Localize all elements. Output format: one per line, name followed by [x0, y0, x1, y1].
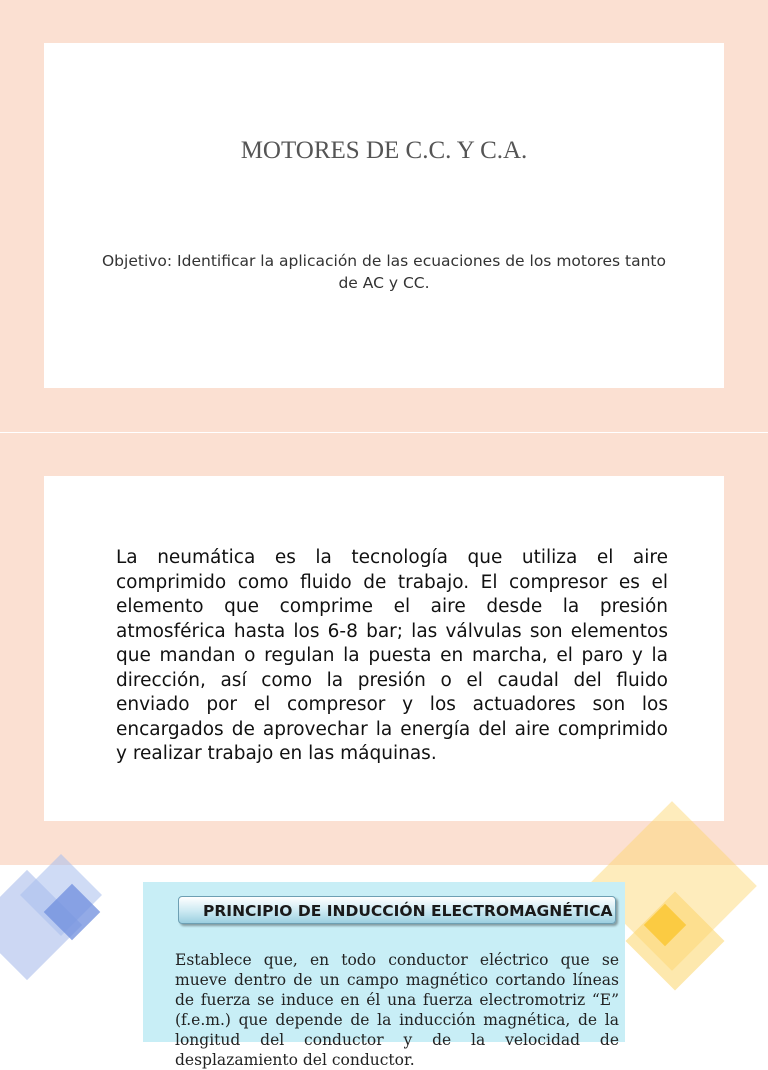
- slide-1-card: [44, 43, 724, 388]
- pneumatics-paragraph: La neumática es la tecnología que utiliza el aire comprimido como fluido de trabajo. El compresor es el elemento que comprime el aire desde la presión atmosférica hasta los 6-8 bar; las válvulas son elementos que mandan o regulan la puesta en marcha, el paro y la dirección, así como la presión o el caudal del fluido enviado por el compresor y los actuadores son los encargados de aprovechar la energía del aire comprimido y realizar trabajo en las máquinas.: [116, 547, 668, 764]
- slide-objective: Objetivo: Identificar la aplicación de las ecuaciones de los motores tanto de AC y CC.: [101, 252, 666, 292]
- slide-2-card: [44, 476, 724, 821]
- slide-3: [0, 866, 768, 1069]
- excerpt-body: Establece que, en todo conductor eléctrico que se mueve dentro de un campo magnético cortando líneas de fuerza se induce en él una fuerza electromotriz “E” (f.e.m.) que depende de la inducción magnética, de la longitud del conductor y de la velocidad de desplazamiento del conductor.: [175, 951, 619, 1069]
- section-heading-banner: PRINCIPIO DE INDUCCIÓN ELECTROMAGNÉTICA: [178, 896, 616, 924]
- slide-title: MOTORES DE C.C. Y C.A.: [240, 137, 528, 164]
- textbook-excerpt: [143, 882, 625, 1069]
- slide-1: [0, 0, 768, 432]
- slide-2: [0, 433, 768, 865]
